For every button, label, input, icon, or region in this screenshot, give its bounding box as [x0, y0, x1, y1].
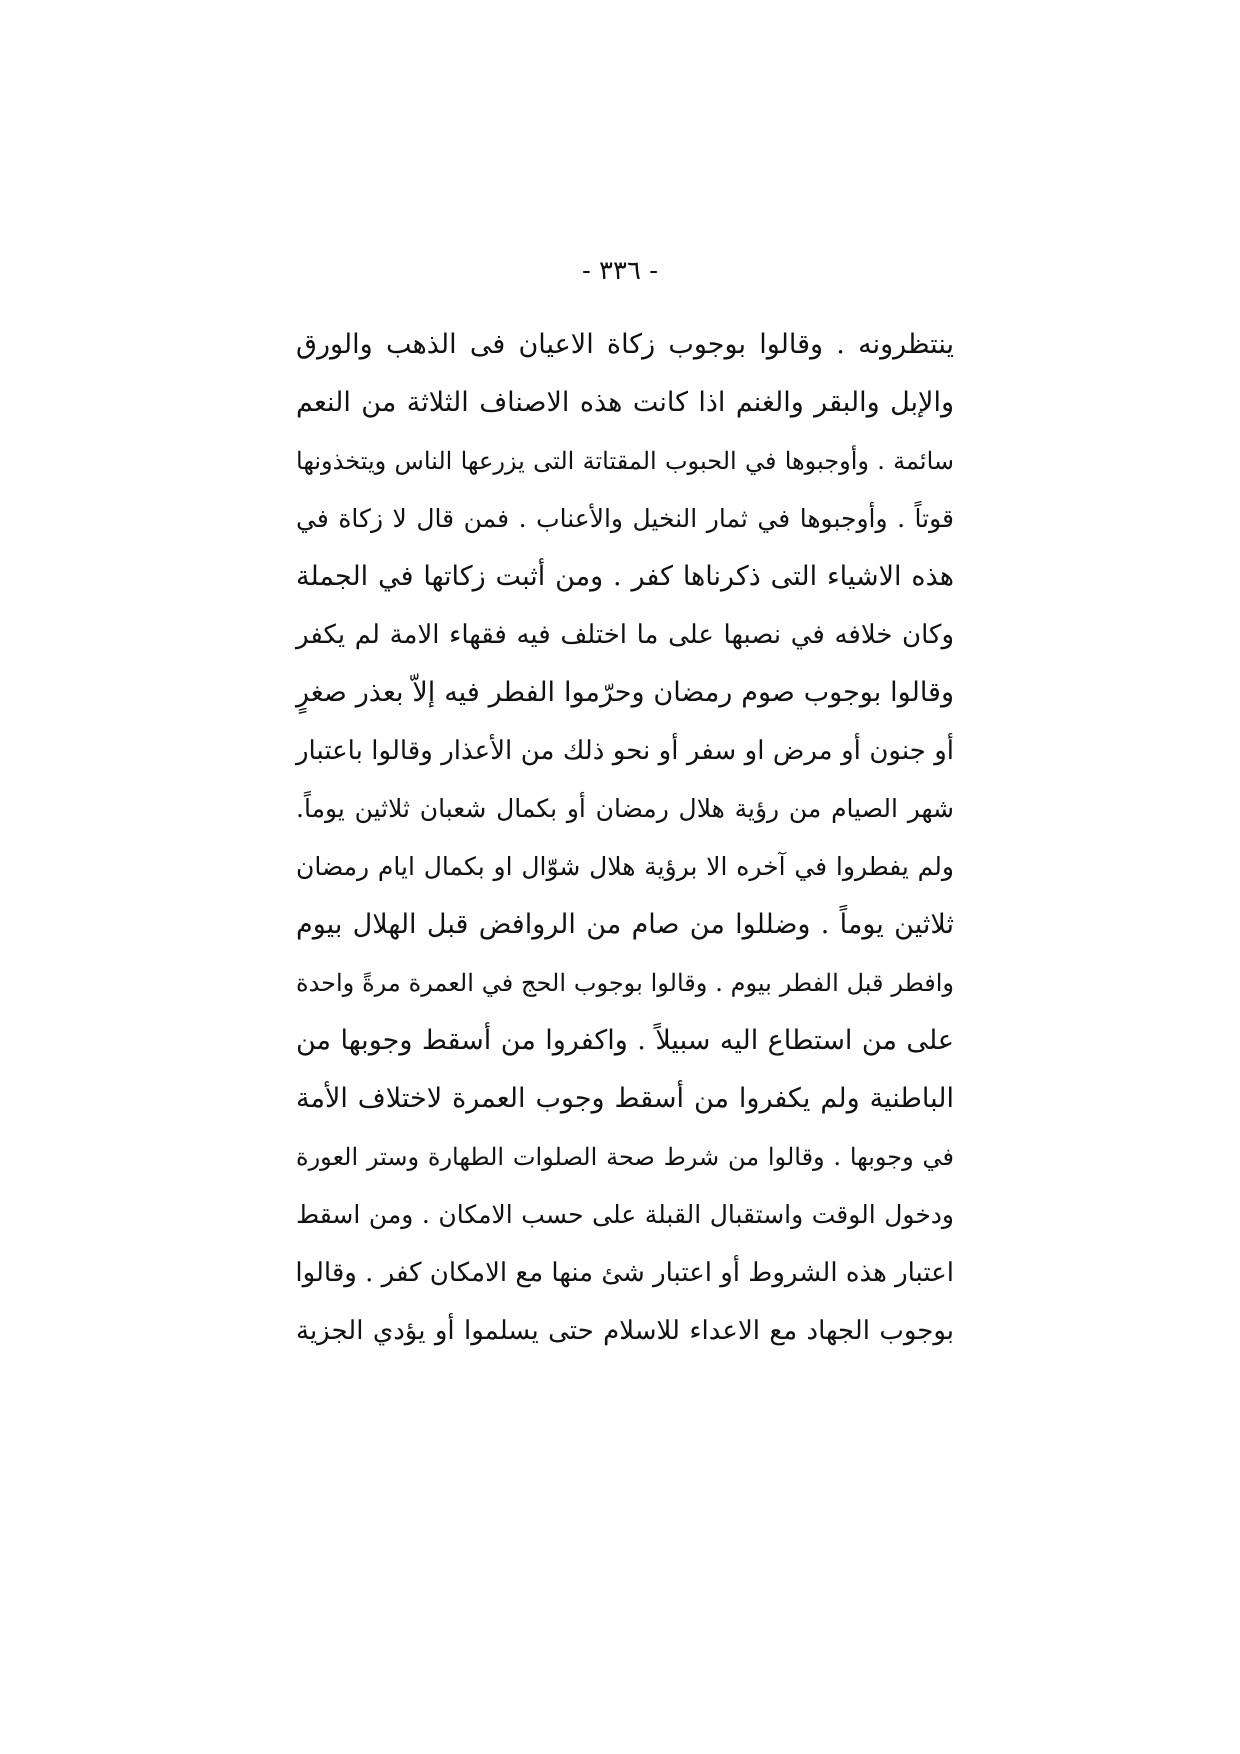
text-line: أو جنون أو مرض او سفر أو نحو ذلك من الأعذار وقالوا باعتبار: [296, 736, 954, 766]
text-line: وكان خلافه في نصبها على ما اختلف فيه فقهاء الامة لم يكفر: [296, 620, 954, 650]
text-line: الباطنية ولم يكفروا من أسقط وجوب العمرة لاختلاف الأمة: [296, 1083, 954, 1114]
text-line: ودخول الوقت واستقبال القبلة على حسب الامكان . ومن اسقط: [296, 1200, 954, 1229]
text-line: قوتاً . وأوجبوها في ثمار النخيل والأعناب . فمن قال لا زكاة في: [296, 504, 954, 533]
text-line: سائمة . وأوجبوها في الحبوب المقتاتة التى يزرعها الناس ويتخذونها: [296, 447, 954, 475]
text-line: هذه الاشياء التى ذكرناها كفر . ومن أثبت زكاتها في الجملة: [296, 561, 954, 592]
text-line: في وجوبها . وقالوا من شرط صحة الصلوات الطهارة وستر العورة: [296, 1143, 954, 1171]
text-line: شهر الصيام من رؤية هلال رمضان أو بكمال شعبان ثلاثين يوماً.: [296, 794, 954, 823]
text-line: والإبل والبقر والغنم اذا كانت هذه الاصناف الثلاثة من النعم: [296, 387, 954, 418]
text-line: وقالوا بوجوب صوم رمضان وحرّموا الفطر فيه إلاّ بعذر صغرٍ: [296, 677, 954, 708]
text-line: وافطر قبل الفطر بيوم . وقالوا بوجوب الحج في العمرة مرةً واحدة: [296, 969, 954, 997]
text-line: بوجوب الجهاد مع الاعداء للاسلام حتى يسلموا أو يؤدي الجزية: [296, 1316, 954, 1346]
text-line: على من استطاع اليه سبيلاً . واكفروا من أسقط وجوبها من: [296, 1025, 954, 1056]
text-line: ولم يفطروا في آخره الا برؤية هلال شوّال او بكمال ايام رمضان: [296, 852, 954, 881]
text-line: ثلاثين يوماً . وضللوا من صام من الروافض قبل الهلال بيوم: [296, 909, 954, 940]
text-line: ينتظرونه . وقالوا بوجوب زكاة الاعيان فى الذهب والورق: [296, 329, 954, 360]
body-text: [296, 316, 954, 1360]
page-number: - ٣٣٦ -: [581, 256, 659, 286]
text-line: اعتبار هذه الشروط أو اعتبار شئ منها مع الامكان كفر . وقالوا: [295, 1258, 954, 1288]
